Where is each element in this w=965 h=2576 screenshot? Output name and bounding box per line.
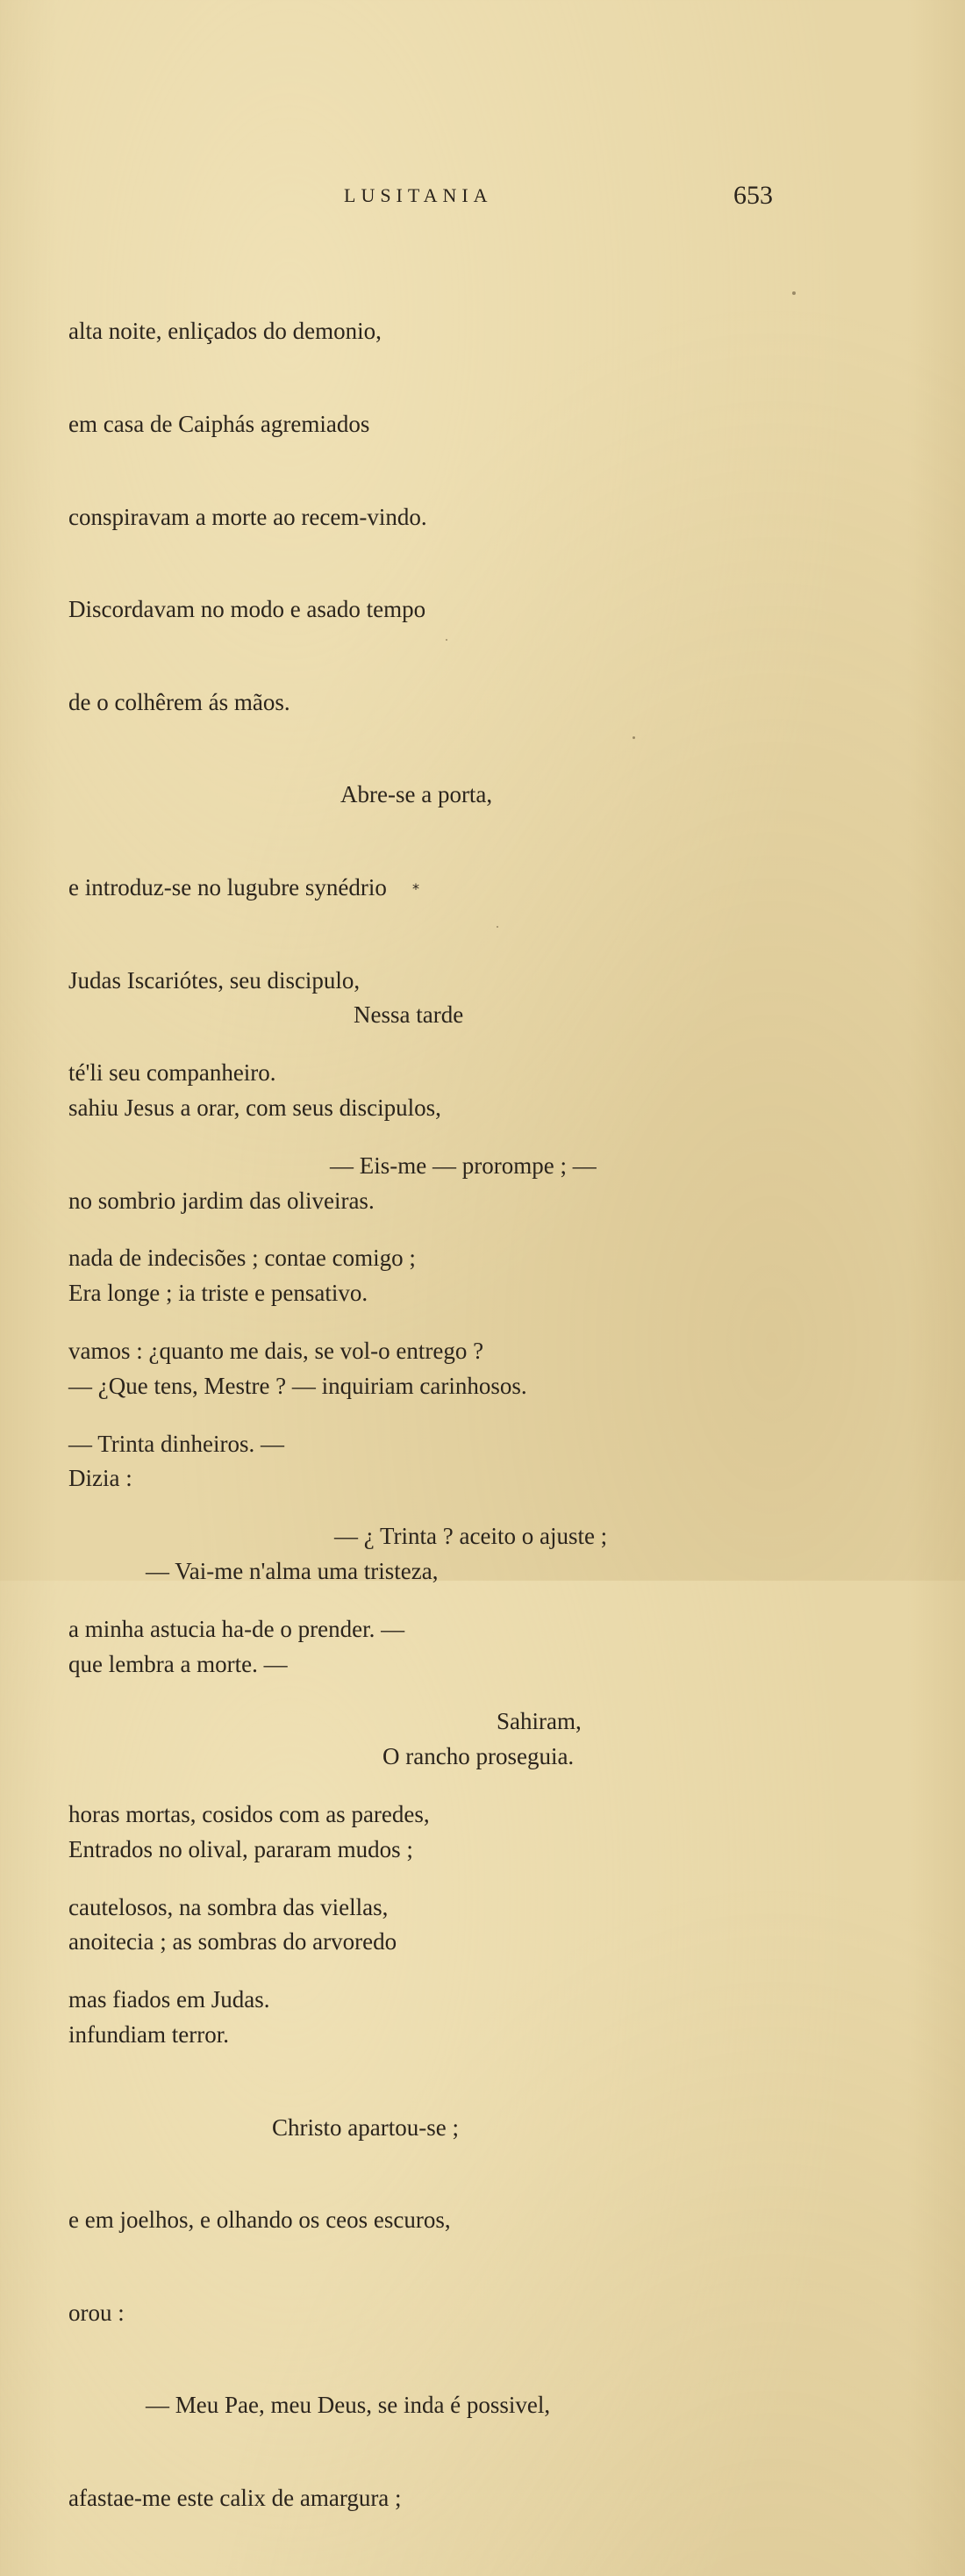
verse-line: Nessa tarde (354, 1001, 464, 1029)
verse-line: em casa de Caiphás agremiados (68, 411, 370, 437)
verse-line: alta noite, enliçados do demonio, (68, 318, 382, 345)
verse-line: té'li seu companheiro. (68, 1059, 276, 1087)
paper-speck (633, 736, 635, 739)
verse-line: Abre-se a porta, (340, 781, 493, 808)
paper-speck (792, 291, 796, 295)
paper-speck (497, 926, 498, 928)
verse-line: Judas Iscariótes, seu discipulo, (68, 966, 361, 994)
verse-line: Dizia : (68, 1465, 132, 1492)
page-number: 653 (733, 181, 773, 210)
verse-line: que lembra a morte. — (68, 1650, 288, 1677)
verse-line: horas mortas, cosidos com as paredes, (68, 1800, 430, 1827)
verse-line: — ¿ Trinta ? aceito o ajuste ; (334, 1523, 608, 1550)
verse-line: Era longe ; ia triste e pensativo. (68, 1280, 368, 1307)
verse-line: orou : (68, 2299, 125, 2326)
verse-line: e em joelhos, e olhando os ceos escuros, (68, 2206, 451, 2234)
verse-line: cautelosos, na sombra das viellas, (68, 1893, 389, 1920)
running-head: LUSITANIA (344, 184, 493, 206)
verse-line: — Eis-me — prorompe ; — (330, 1152, 597, 1179)
verse-line: no sombrio jardim das oliveiras. (68, 1187, 375, 1214)
verse-line: — Meu Pae, meu Deus, se inda é possivel, (146, 2392, 551, 2419)
verse-line: Discordavam no modo e asado tempo (68, 596, 426, 623)
verse-line: conspiravam a morte ao recem-vindo. (68, 503, 427, 530)
verse-line: e introduz-se no lugubre synédrio (68, 873, 387, 901)
verse-line: a minha astucia ha-de o prender. — (68, 1615, 405, 1642)
verse-line: Christo apartou-se ; (272, 2113, 459, 2141)
section-separator: * (412, 880, 419, 897)
verse-line: infundiam terror. (68, 2020, 229, 2048)
verse-line: nada de indecisões ; contae comigo ; (68, 1245, 416, 1272)
verse-line: mas fiados em Judas. (68, 1986, 270, 2013)
verse-line: — Trinta dinheiros. — (68, 1430, 285, 1457)
verse-line: Sahiram, (497, 1708, 582, 1735)
paper-speck (446, 639, 447, 641)
verse-line: O rancho proseguia. (382, 1743, 575, 1770)
verse-block-2 (68, 938, 683, 2576)
verse-line: Entrados no olival, pararam mudos ; (68, 1835, 413, 1862)
verse-line: anoitecia ; as sombras do arvoredo (68, 1928, 397, 1955)
verse-line: — Vai-me n'alma uma tristeza, (146, 1557, 439, 1584)
verse-line: de o colhêrem ás mãos. (68, 688, 290, 715)
verse-line: afastae-me este calix de amargura ; (68, 2484, 402, 2511)
verse-line: vamos : ¿quanto me dais, se vol-o entrego ? (68, 1337, 484, 1364)
verse-line: — ¿Que tens, Mestre ? — inquiriam carinhosos. (68, 1372, 527, 1399)
verse-line: sahiu Jesus a orar, com seus discipulos, (68, 1094, 441, 1121)
page-header (0, 181, 965, 219)
